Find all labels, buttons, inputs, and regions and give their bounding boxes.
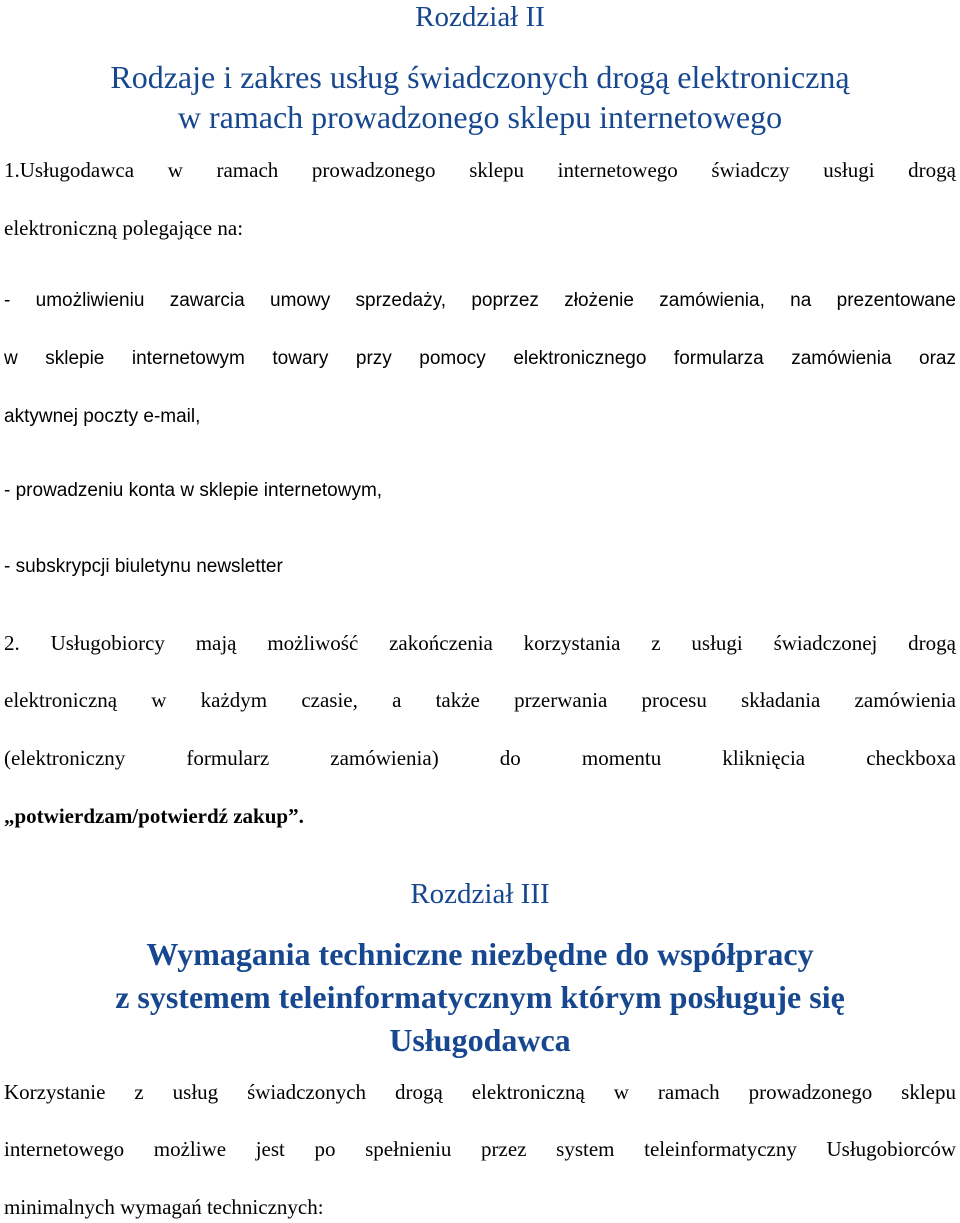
chapter-3-title-line-1: Wymagania techniczne niezbędne do współpracy [146,936,814,972]
section-1-line-1: 1.Usługodawca w ramach prowadzonego sklepu internetowego świadczy usługi drogą [4,158,956,182]
list-item-1-line-1: - umożliwieniu zawarcia umowy sprzedaży, poprzez złożenie zamówienia, na prezentowane [4,290,956,311]
section-2-line-4: „potwierdzam/potwierdź zakup”. [4,804,304,828]
section-3-line-1: Korzystanie z usług świadczonych drogą elektroniczną w ramach prowadzonego sklepu [4,1080,956,1104]
chapter-3-title-line-3: Usługodawca [389,1022,571,1058]
list-item-1-line-3: aktywnej poczty e-mail, [4,406,201,427]
chapter-2-title-line-1: Rodzaje i zakres usług świadczonych drogą elektroniczną [110,59,850,95]
section-3-line-2: internetowego możliwe jest po spełnieniu przez system teleinformatyczny Usługobiorców [4,1137,956,1161]
section-2-line-2: elektroniczną w każdym czasie, a także przerwania procesu składania zamówienia [4,688,956,712]
list-item-3: - subskrypcji biuletynu newsletter [4,556,283,577]
chapter-2-title-line-2: w ramach prowadzonego sklepu internetowego [177,99,783,135]
list-item-2: - prowadzeniu konta w sklepie internetowym, [4,480,383,501]
section-2-line-3: (elektroniczny formularz zamówienia) do momentu kliknięcia checkboxa [4,746,956,770]
chapter-2-heading: Rozdział II [415,1,545,33]
section-1-line-2: elektroniczną polegające na: [4,216,244,240]
section-2-line-1: 2. Usługobiorcy mają możliwość zakończenia korzystania z usługi świadczonej drogą [4,631,956,655]
chapter-3-heading: Rozdział III [410,878,550,910]
list-item-1-line-2: w sklepie internetowym towary przy pomocy elektronicznego formularza zamówienia oraz [4,348,956,369]
section-3-line-3: minimalnych wymagań technicznych: [4,1195,324,1219]
chapter-3-title-line-2: z systemem teleinformatycznym którym posługuje się [115,979,845,1015]
